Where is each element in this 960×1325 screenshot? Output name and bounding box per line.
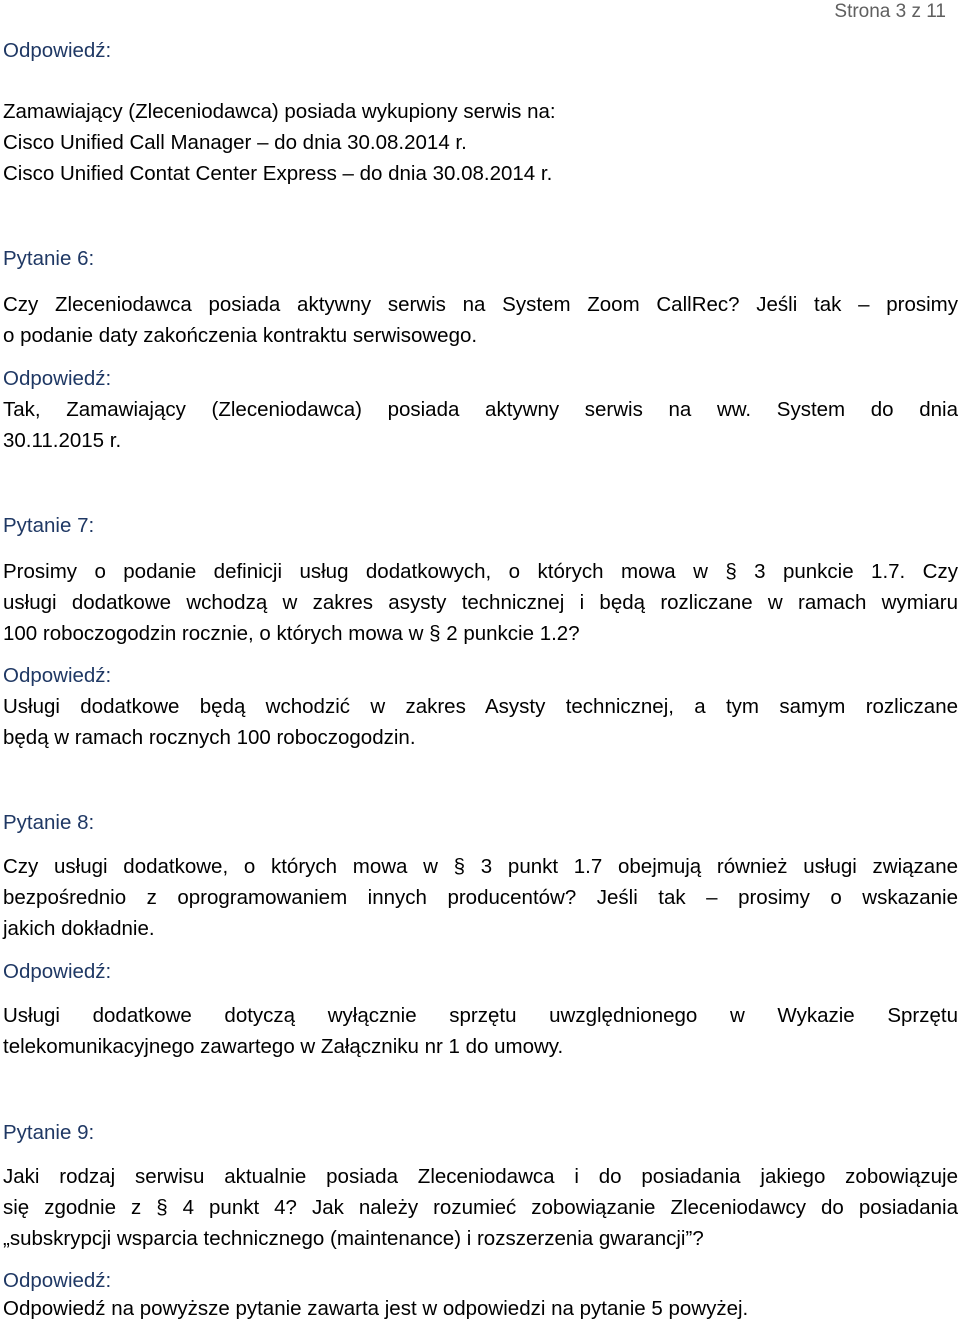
question-line: się zgodnie z § 4 punkt 4? Jak należy rozumieć zobowiązanie Zleceniodawcy do posiadania <box>3 1196 958 1219</box>
answer-label: Odpowiedź: <box>3 1269 112 1292</box>
answer-line: 30.11.2015 r. <box>3 429 122 452</box>
question-line: Jaki rodzaj serwisu aktualnie posiada Zleceniodawca i do posiadania jakiego zobowiązuje <box>3 1165 958 1188</box>
answer-line: będą w ramach rocznych 100 roboczogodzin. <box>3 726 416 749</box>
answer-line: Zamawiający (Zleceniodawca) posiada wykupiony serwis na: <box>3 100 556 123</box>
question-line: 100 roboczogodzin rocznie, o których mowa w § 2 punkcie 1.2? <box>3 622 580 645</box>
question-title: Pytanie 7: <box>3 514 95 537</box>
question-line: Czy usługi dodatkowe, o których mowa w § 3 punkt 1.7 obejmują również usługi związane <box>3 855 958 878</box>
question-title: Pytanie 6: <box>3 247 95 270</box>
answer-line: Usługi dodatkowe dotyczą wyłącznie sprzętu uwzględnionego w Wykazie Sprzętu <box>3 1004 958 1027</box>
question-line: Prosimy o podanie definicji usług dodatkowych, o których mowa w § 3 punkcie 1.7. Czy <box>3 560 958 583</box>
question-line: usługi dodatkowe wchodzą w zakres asysty technicznej i będą rozliczane w ramach wymiaru <box>3 591 958 614</box>
answer-line: Tak, Zamawiający (Zleceniodawca) posiada aktywny serwis na ww. System do dnia <box>3 398 958 421</box>
question-line: jakich dokładnie. <box>3 917 155 940</box>
answer-line: Usługi dodatkowe będą wchodzić w zakres Asysty technicznej, a tym samym rozliczane <box>3 695 958 718</box>
question-line: Czy Zleceniodawca posiada aktywny serwis na System Zoom CallRec? Jeśli tak – prosimy <box>3 293 958 316</box>
answer-line: Odpowiedź na powyższe pytanie zawarta jest w odpowiedzi na pytanie 5 powyżej. <box>3 1297 749 1320</box>
answer-line: telekomunikacyjnego zawartego w Załączniku nr 1 do umowy. <box>3 1035 564 1058</box>
answer-line: Cisco Unified Call Manager – do dnia 30.08.2014 r. <box>3 131 467 154</box>
answer-label: Odpowiedź: <box>3 39 112 62</box>
question-title: Pytanie 8: <box>3 811 95 834</box>
question-title: Pytanie 9: <box>3 1121 95 1144</box>
answer-label: Odpowiedź: <box>3 664 112 687</box>
question-line: „subskrypcji wsparcia technicznego (maintenance) i rozszerzenia gwarancji”? <box>3 1227 704 1250</box>
question-line: bezpośrednio z oprogramowaniem innych producentów? Jeśli tak – prosimy o wskazanie <box>3 886 958 909</box>
question-line: o podanie daty zakończenia kontraktu serwisowego. <box>3 324 478 347</box>
answer-line: Cisco Unified Contat Center Express – do dnia 30.08.2014 r. <box>3 162 553 185</box>
page-number: Strona 3 z 11 <box>834 1 946 22</box>
answer-label: Odpowiedź: <box>3 960 112 983</box>
answer-label: Odpowiedź: <box>3 367 112 390</box>
